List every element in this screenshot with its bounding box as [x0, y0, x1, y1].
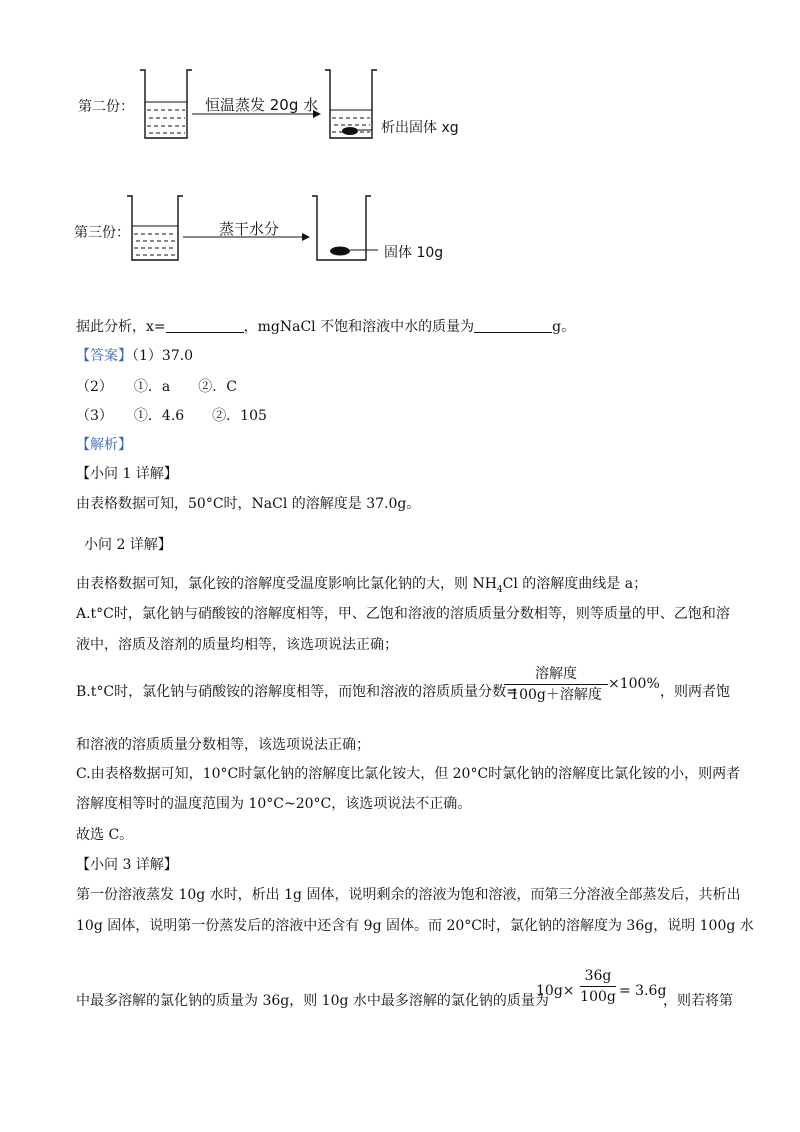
subquestion-2-line1: [76, 575, 647, 599]
answer-tag: 【答案】: [76, 348, 132, 364]
answer-blank-x: [166, 318, 244, 333]
subquestion-3-line3: 中最多溶解的氯化钠的质量为 36g，则 10g 水中最多溶解的氯化钠的质量为: [76, 993, 549, 1009]
subquestion-3-title: 【小问 3 详解】: [76, 857, 178, 873]
diagram3-label: 第三份：: [74, 225, 130, 241]
answer-blank-water: [474, 318, 552, 333]
subquestion-3-line2: 10g 固体，说明第一份蒸发后的溶液中还含有 9g 固体。而 20°C时，氯化钠的溶解度为 36g，说明 100g 水: [76, 918, 754, 934]
beaker-right-icon: [312, 196, 378, 260]
option-b-line1-end: ，则两者饱: [660, 684, 730, 700]
subquestion-2-line1-a: 由表格数据可知，氯化铵的溶解度受温度影响比氯化钠的大，则 NH: [76, 576, 497, 592]
diagram3-result-text: 固体 10g: [384, 245, 444, 261]
diagram2-arrow-text: 恒温蒸发 20g 水: [205, 96, 319, 114]
answer-q1: （1）37.0: [132, 348, 194, 364]
beaker-right-icon: [325, 70, 377, 138]
mass-fraction-formula: [504, 664, 608, 705]
beaker-left-icon: [127, 196, 183, 260]
question-part1: 据此分析，x=: [76, 319, 166, 335]
analysis-tag: 【解析】: [76, 437, 132, 453]
subquestion-2-title: 小问 2 详解】: [84, 537, 172, 553]
subquestion-1-text: 由表格数据可知，50°C时，NaCl 的溶解度是 37.0g。: [76, 496, 421, 512]
subquestion-2-line1-b: Cl 的溶解度曲线是 a；: [502, 576, 648, 592]
solubility-fraction: [580, 966, 616, 1007]
arrow-icon: [302, 233, 310, 241]
fraction-multiplier: ×100%: [608, 676, 660, 692]
calc-prefix: 10g×: [536, 983, 575, 999]
answer-q3: （3） ①．4.6 ②．105: [76, 408, 267, 424]
fraction-denominator: 100g＋溶解度: [510, 687, 602, 703]
diagram2-result-text: 析出固体 xg: [381, 120, 459, 136]
option-b-line2: 和溶液的溶质质量分数相等，该选项说法正确；: [76, 737, 370, 753]
calc-numerator: 36g: [584, 968, 612, 984]
answer-line-1: [76, 347, 193, 365]
fraction-numerator: 溶解度: [535, 666, 577, 682]
calc-denominator: 100g: [580, 989, 616, 1005]
option-b-line1: B.t°C时，氯化钠与硝酸铵的溶解度相等，而饱和溶液的溶质质量分数=: [76, 684, 518, 700]
choice-conclusion: 故选 C。: [76, 827, 134, 843]
precipitate-icon: [342, 127, 358, 135]
subquestion-3-line3-end: ，则若将第: [663, 993, 733, 1009]
diagram2-label: 第二份：: [78, 99, 134, 115]
question-part2: ，mgNaCl 不饱和溶液中水的质量为: [243, 319, 475, 335]
question-line: [76, 318, 575, 336]
answer-q2: （2） ①．a ②．C: [76, 379, 237, 395]
option-c-line2: 溶解度相等时的温度范围为 10°C~20°C，该选项说法不正确。: [76, 796, 472, 812]
subquestion-3-line1: 第一份溶液蒸发 10g 水时，析出 1g 固体，说明剩余的溶液为饱和溶液，而第三分溶液全部蒸发后，共析出: [76, 887, 741, 903]
diagram3-arrow-text: 蒸干水分: [219, 220, 280, 238]
question-part3: g。: [552, 319, 576, 335]
calc-result: = 3.6g: [619, 983, 667, 999]
option-c-line1: C.由表格数据可知，10°C时氯化钠的溶解度比氯化铵大，但 20°C时氯化钠的溶解度比氯化铵的小，则两者: [76, 766, 741, 782]
subquestion-1-title: 【小问 1 详解】: [76, 466, 178, 482]
option-a-line2: 液中，溶质及溶剂的质量均相等，该选项说法正确；: [76, 637, 398, 653]
beaker-left-icon: [140, 70, 192, 138]
option-a-line1: A.t°C时，氯化钠与硝酸铵的溶解度相等，甲、乙饱和溶液的溶质质量分数相等，则等质量的甲、乙饱和溶: [76, 606, 730, 622]
subscript: 4: [496, 584, 503, 595]
solid-residue-icon: [330, 247, 350, 256]
